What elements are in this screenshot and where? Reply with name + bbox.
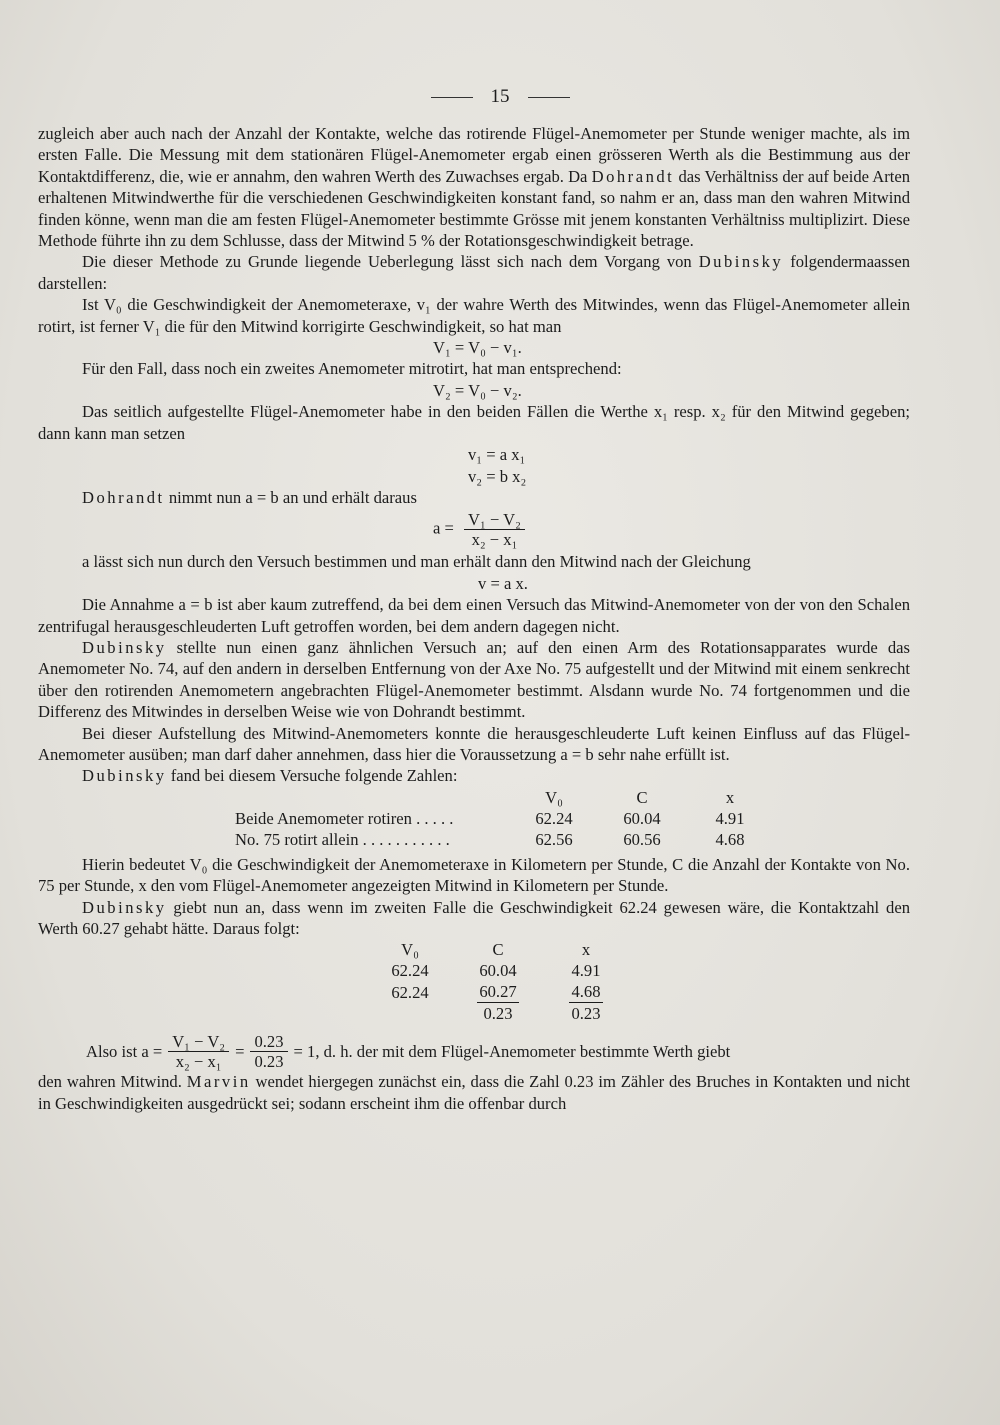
row-label: No. 75 rotirt allein . . . . . . . . . . .: [235, 829, 450, 849]
table-header-cell: C: [636, 787, 648, 807]
paragraph-text: giebt nun an, dass wenn im zweiten Falle die Geschwindigkeit 62.24 gewesen wäre, die Kontaktzahl den Werth 60.27 gehabt hätte. Daraus folgt:: [38, 897, 910, 938]
header-rule-right: [528, 97, 570, 98]
paragraph: Die Annahme a = b ist aber kaum zutreffend, da bei dem einen Versuch das Mitwind-Anemometer von der von den Schalen zentrifugal herausgeschleuderten Luft getroffen worden, bei dem andern dagegen nicht.: [38, 595, 910, 636]
table-cell: 62.56: [535, 829, 573, 849]
paragraph: [38, 487, 910, 508]
table-row: [366, 1003, 630, 1024]
table-row: [235, 829, 774, 850]
table-header-row: [366, 939, 630, 960]
table-header-cell: x: [725, 787, 735, 807]
fraction-denominator: 0.23: [254, 1052, 284, 1072]
table-cell: 0.23: [571, 1004, 601, 1024]
table-cell: 62.24: [391, 961, 429, 981]
paragraph-text: das Verhältniss der auf beide Arten erhaltenen Mitwindwerthe für die verschiedenen Geschwindigkeiten konstant fand, so nahm er an, dass man den wahren Mitwind finden könne, wenn man die am festen Flügel-Anemometer bestimmte Grösse mit jenem konstanten Verhältniss multiplizirt. Diese Methode führte ihn zu dem Schlusse, dass der Mitwind 5 % der Rotationsgeschwindigkeit betrage.: [38, 166, 911, 251]
paragraph-text: Da: [568, 166, 588, 186]
table-cell: [366, 1003, 454, 1024]
paragraph-text: fand bei diesem Versuche folgende Zahlen:: [170, 766, 458, 786]
difference-table: [366, 939, 630, 1024]
paragraph-text: den wahren Mitwind.: [38, 1072, 182, 1092]
paragraph: [38, 123, 910, 251]
equation: V₁ = V₀ − v₁.: [433, 338, 522, 358]
paragraph: a lässt sich nun durch den Versuch bestimmen und man erhält dann den Mitwind nach der Gleichung: [82, 552, 751, 572]
page-number: 15: [490, 86, 510, 107]
equation: v = a x.: [478, 573, 528, 593]
paragraph-text: wendet hiergegen zunächst ein, dass die Zahl 0.23 im Zähler des Bruches in Kontakten und nicht in Geschwindigkeiten ausgedrückt sei; sodann erscheint ihm die offenbar durch: [38, 1072, 910, 1113]
paragraph: [38, 1071, 910, 1114]
table-cell: 62.24: [391, 982, 429, 1002]
paragraph: Das seitlich aufgestellte Flügel-Anemometer habe in den beiden Fällen die Werthe x₁ resp. x₂ für den Mitwind gegeben; dann kann man setzen: [38, 402, 910, 443]
table-cell: 4.68: [571, 982, 601, 1002]
author-name: Dubinsky: [82, 637, 167, 657]
table-cell: 62.24: [535, 808, 573, 828]
table-row: [235, 808, 774, 829]
paragraph: Bei dieser Aufstellung des Mitwind-Anemometers konnte die herausgeschleuderte Luft keinen Einfluss auf das Flügel-Anemometer ausüben; man darf daher annehmen, dass hier die Voraussetzung a = b sehr nahe erfüllt ist.: [38, 723, 910, 764]
body-text: [38, 123, 910, 1114]
paragraph: [38, 765, 910, 786]
conclusion-equation: [38, 1032, 910, 1071]
table-header-cell: V₀: [401, 940, 419, 960]
table-row: [366, 981, 630, 1003]
equation: v₂ = b x₂: [468, 466, 527, 486]
paragraph-text: folgendermaassen darstellen:: [38, 252, 910, 293]
equation: V₂ = V₀ − v₂.: [433, 380, 522, 400]
fraction-equation: [433, 510, 910, 549]
paragraph-text: nimmt nun a = b an und erhält daraus: [168, 487, 417, 507]
equation-lhs: Also ist a =: [86, 1042, 163, 1062]
paragraph: Für den Fall, dass noch ein zweites Anemometer mitrotirt, hat man entsprechend:: [82, 359, 622, 379]
fraction-numerator: V₁ − V₂: [464, 510, 525, 530]
table-cell: 60.04: [479, 961, 517, 981]
fraction-numerator: 0.23: [250, 1032, 287, 1052]
paragraph-text: = 1, d. h. der mit dem Flügel-Anemometer bestimmte Werth giebt: [293, 1042, 731, 1062]
paragraph: Ist V₀ die Geschwindigkeit der Anemometeraxe, v₁ der wahre Werth des Mitwindes, wenn das Flügel-Anemometer allein rotirt, ist ferner V₁ die für den Mitwind korrigirte Geschwindigkeit, so hat man: [38, 295, 910, 336]
page-header: [0, 86, 1000, 108]
fraction: [250, 1032, 287, 1071]
author-name: Dubinsky: [82, 897, 167, 917]
author-name: Dohrandt: [591, 166, 675, 186]
paragraph: [38, 251, 910, 294]
author-name: Dubinsky: [698, 252, 784, 272]
equation-lhs: a =: [433, 518, 454, 538]
table-header-row: [235, 787, 774, 808]
paragraph-text: Die dieser Methode zu Grunde liegende Ueberlegung lässt sich nach dem Vorgang von: [82, 252, 692, 272]
equation: v₁ = a x₁: [468, 445, 526, 465]
header-rule-left: [431, 97, 473, 98]
table-cell: 4.91: [571, 961, 601, 981]
table-row: [366, 960, 630, 981]
data-table: [235, 787, 774, 850]
table-cell: 60.27: [479, 982, 517, 1002]
table-header-cell: x: [581, 940, 591, 960]
paragraph-text: zugleich aber auch nach der Anzahl der Kontakte, welche das rotirende Flügel-Anemometer per Stunde weniger machte, als im ersten Falle. Die Messung mit dem stationären Flügel-Anemometer ergab einen grösseren Werth als die Bestimmung aus der Kontaktdifferenz, die, wie er annahm, den wahren Werth des Zuwachses ergab.: [38, 124, 910, 186]
fraction: [168, 1032, 229, 1071]
author-name: Dohrandt: [82, 487, 165, 507]
table-header-cell: C: [492, 940, 504, 960]
paragraph: [38, 897, 910, 940]
table-cell: 4.91: [715, 808, 745, 828]
fraction: [464, 510, 525, 549]
row-label: Beide Anemometer rotiren . . . . .: [235, 808, 454, 828]
paragraph-text: stellte nun einen ganz ähnlichen Versuch an; auf den einen Arm des Rotationsapparates wurde das Anemometer No. 74, auf den andern in derselben Entfernung von der Axe No. 75 aufgestellt und der Mitwind mit einem senkrecht über den rotirenden Anemometern angebrachten Flügel-Anemometer bestimmt. Alsdann wurde No. 74 fortgenommen und die Differenz des Mitwindes in derselben Weise wie von Dohrandt bestimmt.: [38, 637, 910, 722]
table-cell: 0.23: [483, 1004, 513, 1024]
table-header-cell: V₀: [545, 787, 563, 807]
fraction-denominator: x₂ − x₁: [175, 1052, 222, 1072]
fraction-numerator: V₁ − V₂: [168, 1032, 229, 1052]
paragraph: Hierin bedeutet V₀ die Geschwindigkeit der Anemometeraxe in Kilometern per Stunde, C die Anzahl der Kontakte von No. 75 per Stunde, x den vom Flügel-Anemometer angezeigten Mitwind in Kilometern per Stunde.: [38, 854, 910, 896]
author-name: Marvin: [186, 1072, 251, 1092]
table-cell: 4.68: [715, 829, 745, 849]
author-name: Dubinsky: [82, 766, 167, 786]
paragraph: [38, 637, 910, 723]
fraction-denominator: x₂ − x₁: [471, 530, 518, 550]
table-cell: 60.56: [623, 829, 661, 849]
equals-sign: =: [235, 1042, 245, 1062]
table-cell: 60.04: [623, 808, 661, 828]
